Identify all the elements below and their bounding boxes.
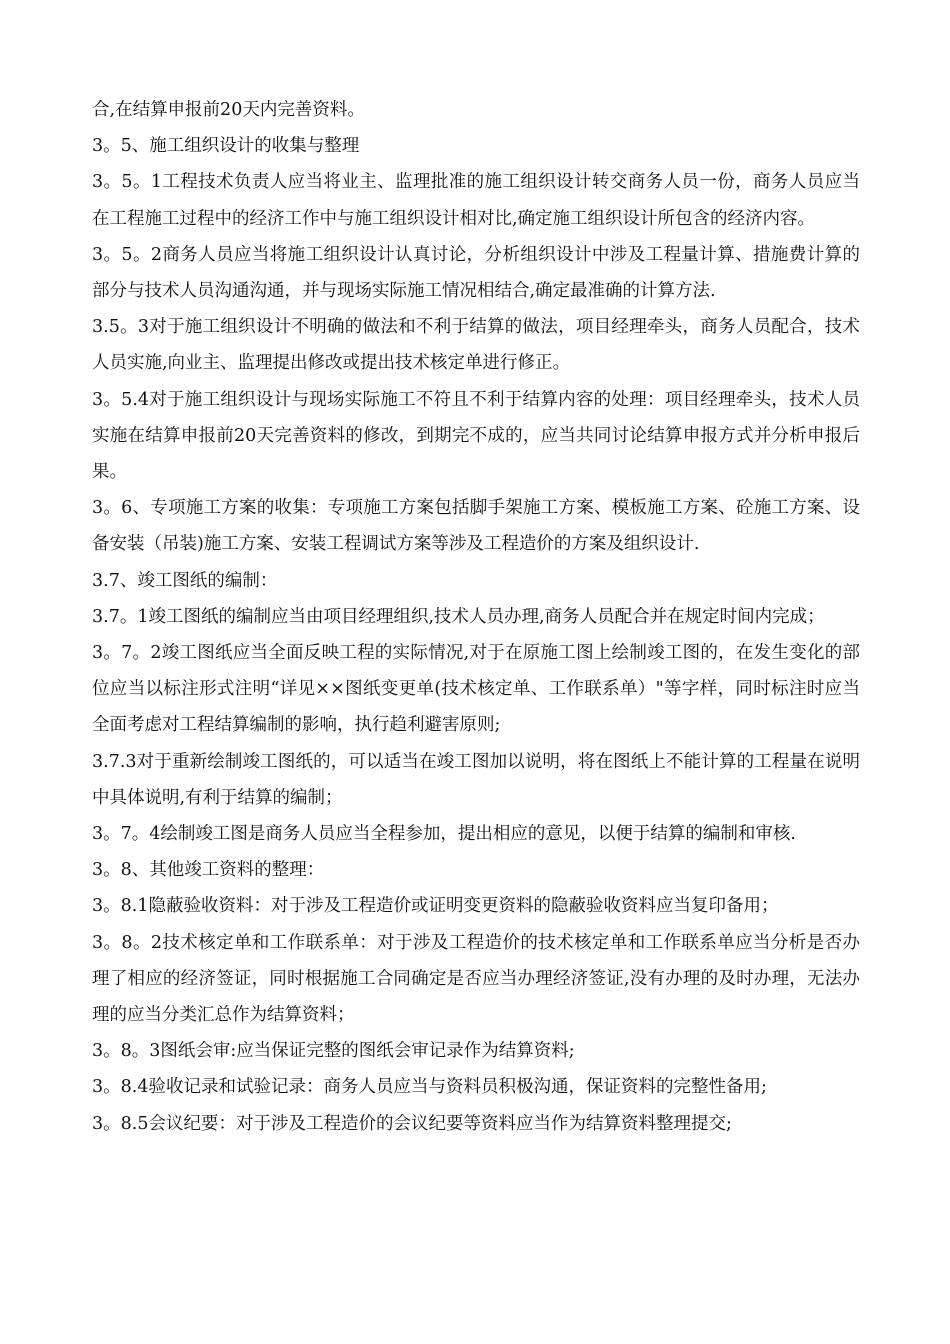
paragraph: 3.7。1竣工图纸的编制应当由项目经理组织,技术人员办理,商务人员配合并在规定时间内完成； bbox=[92, 606, 825, 627]
paragraph: 3.7.3对于重新绘制竣工图纸的，可以适当在竣工图加以说明，将在图纸上不能计算的工程量在说明中具体说明,有利于结算的编制； bbox=[92, 751, 860, 808]
paragraph: 3。6、专项施工方案的收集：专项施工方案包括脚手架施工方案、模板施工方案、砼施工方案、设备安装（吊装)施工方案、安装工程调试方案等涉及工程造价的方案及组织设计. bbox=[92, 498, 860, 555]
paragraph: 3。8.5会议纪要：对于涉及工程造价的会议纪要等资料应当作为结算资料整理提交; bbox=[92, 1113, 732, 1134]
paragraph: 3。8。3图纸会审:应当保证完整的图纸会审记录作为结算资料; bbox=[92, 1041, 575, 1062]
paragraph: 合,在结算申报前20天内完善资料。 bbox=[92, 100, 365, 120]
paragraph: 3。5。1工程技术负责人应当将业主、监理批准的施工组织设计转交商务人员一份，商务人员应当在工程施工过程中的经济工作中与施工组织设计相对比,确定施工组织设计所包含的经济内容。 bbox=[92, 172, 860, 229]
section-heading: 3。5、施工组织设计的收集与整理 bbox=[92, 136, 360, 157]
paragraph: 3。7。4绘制竣工图是商务人员应当全程参加，提出相应的意见，以便于结算的编制和审核. bbox=[92, 824, 796, 845]
paragraph: 3。5。2商务人员应当将施工组织设计认真讨论，分析组织设计中涉及工程量计算、措施费计算的部分与技术人员沟通沟通，并与现场实际施工情况相结合,确定最准确的计算方法. bbox=[92, 244, 860, 302]
paragraph: 3。8.4验收记录和试验记录：商务人员应当与资料员积极沟通，保证资料的完整性备用; bbox=[92, 1077, 767, 1098]
paragraph: 3.5。3对于施工组织设计不明确的做法和不利于结算的做法，项目经理牵头，商务人员配合，技术人员实施,向业主、监理提出修改或提出技术核定单进行修正。 bbox=[92, 317, 860, 374]
paragraph: 3。8。2技术核定单和工作联系单：对于涉及工程造价的技术核定单和工作联系单应当分析是否办理了相应的经济签证，同时根据施工合同确定是否应当办理经济签证,没有办理的及时办理，无法办理的应当分类汇总作为结算资料； bbox=[92, 932, 860, 1026]
paragraph: 3。8.1隐蔽验收资料：对于涉及工程造价或证明变更资料的隐蔽验收资料应当复印备用； bbox=[92, 896, 779, 917]
paragraph: 3。5.4对于施工组织设计与现场实际施工不符且不利于结算内容的处理：项目经理牵头，技术人员实施在结算申报前20天完善资料的修改，到期完不成的，应当共同讨论结算申报方式并分析申报后果。 bbox=[92, 389, 860, 483]
document-body bbox=[92, 92, 860, 1142]
paragraph: 3。7。2竣工图纸应当全面反映工程的实际情况,对于在原施工图上绘制竣工图的，在发生变化的部位应当以标注形式注明“详见××图纸变更单(技术核定单、工作联系单）"等字样，同时标注时应当全面考虑对工程结算编制的影响，执行趋利避害原则; bbox=[92, 643, 860, 736]
section-heading: 3.7、竣工图纸的编制： bbox=[92, 570, 278, 591]
section-heading: 3。8、其他竣工资料的整理： bbox=[92, 860, 325, 881]
